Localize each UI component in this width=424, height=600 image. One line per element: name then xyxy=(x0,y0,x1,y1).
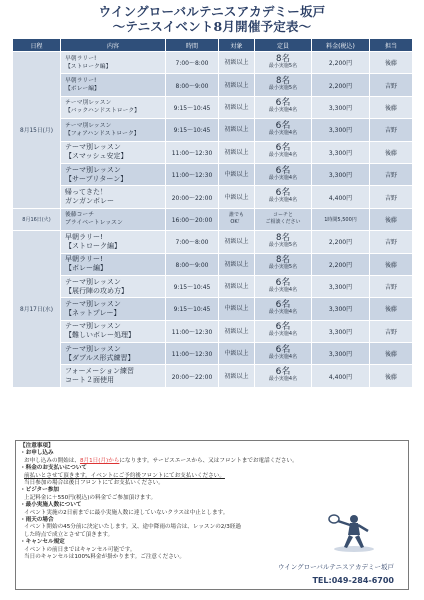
time-cell: 20:00～22:00 xyxy=(166,365,219,387)
page-title xyxy=(12,4,412,34)
time-cell: 11:00～12:30 xyxy=(166,141,219,163)
target-cell: 初級以上 xyxy=(219,320,255,342)
capacity-cell xyxy=(255,275,312,297)
content-cell xyxy=(61,208,166,230)
content-line2: 【ストローク編】 xyxy=(65,63,112,70)
content-line1: 帰ってきた！ xyxy=(65,188,107,197)
coach-cell: 吉野 xyxy=(370,320,413,342)
capacity-cell xyxy=(255,96,312,118)
table-row xyxy=(13,141,413,163)
notes-rain-title: ・雨天の場合 xyxy=(20,517,54,524)
capacity-cell xyxy=(255,186,312,208)
organization-phone: TEL:049-284-6700 xyxy=(312,575,394,585)
notes-cancel-title: ・キャンセル規定 xyxy=(20,539,65,546)
content-line2: 【ボレー編】 xyxy=(65,86,100,93)
capacity-value: 6名 xyxy=(275,299,291,310)
price-cell: 3,300円 xyxy=(312,343,370,365)
content-cell xyxy=(61,74,166,96)
content-line1: テーマ別レッスン xyxy=(65,277,121,286)
coach-cell: 後藤 xyxy=(370,52,413,74)
coach-cell: 後藤 xyxy=(370,253,413,275)
table-row xyxy=(13,96,413,118)
table-row xyxy=(13,320,413,342)
header-date: 日程 xyxy=(13,39,61,52)
table-header-row xyxy=(13,39,413,52)
coach-cell: 吉野 xyxy=(370,74,413,96)
coach-cell: 吉野 xyxy=(370,163,413,185)
time-cell: 7:00～8:00 xyxy=(166,231,219,253)
time-cell: 11:00～12:30 xyxy=(166,320,219,342)
coach-cell: 吉野 xyxy=(370,231,413,253)
capacity-value: 6名 xyxy=(275,367,291,378)
content-cell xyxy=(61,231,166,253)
date-cell: 8月15日(月) xyxy=(13,52,61,209)
content-line2: 【展行陣の攻め方】 xyxy=(65,286,128,295)
content-line1: テーマ別レッスン xyxy=(65,344,121,353)
header-capacity: 定員 xyxy=(255,39,312,52)
capacity-min: 最小実施5名 xyxy=(268,264,298,271)
header-coach: 担当 xyxy=(370,39,413,52)
notes-minimum-title: ・最小実施人数について xyxy=(20,502,82,509)
table-row xyxy=(13,365,413,387)
capacity-min: 最小実施4名 xyxy=(268,152,298,159)
price-cell: 2,200円 xyxy=(312,52,370,74)
target-cell: 中級以上 xyxy=(219,298,255,320)
content-line1: 早朝ラリー! xyxy=(65,78,97,85)
table-row xyxy=(13,74,413,96)
coach-cell: 後藤 xyxy=(370,343,413,365)
price-cell: 4,400円 xyxy=(312,365,370,387)
tennis-player-icon xyxy=(324,511,382,553)
table-row xyxy=(13,253,413,275)
notes-cancel-line1: イベントの前日まではキャンセル可能です。 xyxy=(24,546,136,553)
content-line2: 【サーブリターン】 xyxy=(65,174,128,183)
notes-minimum-body: イベント実施の2日前までに最小実施人数に達していないクラスは中止とします。 xyxy=(24,509,229,516)
content-line2: 【ネットプレー】 xyxy=(65,308,121,317)
table-row xyxy=(13,343,413,365)
coach-cell: 後藤 xyxy=(370,298,413,320)
target-line2: OK！ xyxy=(230,219,243,226)
capacity-value: 6名 xyxy=(275,98,291,109)
capacity-min: 最小実施5名 xyxy=(268,241,298,248)
capacity-min: 最小実施4名 xyxy=(268,353,298,360)
capacity-value: コーチと xyxy=(272,212,293,219)
capacity-min: 最小実施4名 xyxy=(268,376,298,383)
capacity-cell xyxy=(255,141,312,163)
capacity-value: 8名 xyxy=(276,53,290,64)
capacity-min: 最小実施4名 xyxy=(268,107,298,114)
price-cell: 4,400円 xyxy=(312,186,370,208)
capacity-value: 6名 xyxy=(275,322,291,333)
capacity-value: 8名 xyxy=(276,76,290,87)
price-cell: 2,200円 xyxy=(312,231,370,253)
capacity-min: 最小実施4名 xyxy=(268,197,298,204)
time-cell: 9:15～10:45 xyxy=(166,298,219,320)
content-cell xyxy=(61,163,166,185)
content-line2: 【ストローク編】 xyxy=(65,241,121,250)
table-row xyxy=(13,52,413,74)
content-line2: 【難しいボレー処理】 xyxy=(65,331,135,340)
coach-cell: 吉野 xyxy=(370,275,413,297)
content-line1: テーマ別レッスン xyxy=(65,100,112,107)
content-cell xyxy=(61,343,166,365)
price-cell: 3,300円 xyxy=(312,298,370,320)
capacity-cell xyxy=(255,320,312,342)
content-line2: 【ボレー編】 xyxy=(65,264,107,273)
target-cell xyxy=(219,208,255,230)
capacity-value: 6名 xyxy=(275,344,291,355)
capacity-min: 最小実施4名 xyxy=(268,129,298,136)
content-line2: 【スマッシュ安定】 xyxy=(65,152,128,161)
capacity-value: 6名 xyxy=(275,120,291,131)
date-cell: 8月17日(水) xyxy=(13,231,61,388)
coach-cell: 吉野 xyxy=(370,119,413,141)
title-line1: ウイングローバルテニスアカデミー坂戸 xyxy=(98,4,326,19)
content-cell xyxy=(61,186,166,208)
notes-heading: 【注意事項】 xyxy=(20,443,54,449)
capacity-cell xyxy=(255,52,312,74)
capacity-min: 最小実施4名 xyxy=(268,331,298,338)
time-cell: 8:00～9:00 xyxy=(166,74,219,96)
target-line1: 誰でも xyxy=(228,212,244,219)
content-line2: コート２面使用 xyxy=(65,376,114,385)
target-cell: 初級以上 xyxy=(219,52,255,74)
content-line1: テーマ別レッスン xyxy=(65,165,121,174)
capacity-cell xyxy=(255,74,312,96)
notes-box xyxy=(15,440,409,590)
coach-cell: 吉野 xyxy=(370,186,413,208)
schedule-table xyxy=(12,38,413,388)
price-cell: 3,300円 xyxy=(312,275,370,297)
target-cell: 中級以上 xyxy=(219,163,255,185)
notes-cancel-line2: 当日のキャンセルは100%料金が掛かります。ご注意ください。 xyxy=(24,554,185,561)
header-price: 料金(税込) xyxy=(312,39,370,52)
content-line1: 早朝ラリー! xyxy=(65,55,97,62)
coach-cell: 後藤 xyxy=(370,208,413,230)
content-cell xyxy=(61,141,166,163)
capacity-cell xyxy=(255,208,312,230)
capacity-cell xyxy=(255,365,312,387)
time-cell: 16:00～20:00 xyxy=(166,208,219,230)
price-cell: 2,200円 xyxy=(312,253,370,275)
table-row xyxy=(13,119,413,141)
content-cell xyxy=(61,253,166,275)
content-line2: 【フォアハンドストローク】 xyxy=(65,130,140,137)
capacity-min: 最小実施4名 xyxy=(268,286,298,293)
price-cell: 3,300円 xyxy=(312,320,370,342)
target-cell: 初級以上 xyxy=(219,365,255,387)
notes-apply-date: 8月1日(月)から xyxy=(79,457,120,464)
notes-visitor-body: 上記料金に＋550円(税込)の料金でご参加頂けます。 xyxy=(24,494,157,501)
notes-payment-title: ・料金のお支払いについて xyxy=(20,465,88,472)
price-cell: 2,200円 xyxy=(312,74,370,96)
organization-name: ウイングローバルテニスアカデミー坂戸 xyxy=(277,562,394,571)
price-cell: 3,300円 xyxy=(312,119,370,141)
coach-cell: 後藤 xyxy=(370,365,413,387)
capacity-min: 最小実施4名 xyxy=(268,174,298,181)
content-cell xyxy=(61,275,166,297)
capacity-value: 8名 xyxy=(276,232,290,243)
capacity-value: 6名 xyxy=(275,143,291,154)
time-cell: 11:00～12:30 xyxy=(166,343,219,365)
price-cell: 3,300円 xyxy=(312,163,370,185)
content-line2: プライベートレッスン xyxy=(65,220,123,227)
time-cell: 8:00～9:00 xyxy=(166,253,219,275)
capacity-cell xyxy=(255,343,312,365)
table-row xyxy=(13,163,413,185)
target-cell: 初級以上 xyxy=(219,275,255,297)
capacity-cell xyxy=(255,253,312,275)
content-line2: 【バックハンドストローク】 xyxy=(65,108,140,115)
date-cell: 8月16日(火) xyxy=(13,208,61,230)
time-cell: 9:15～10:45 xyxy=(166,96,219,118)
content-line1: フォーメーション練習 xyxy=(65,367,135,376)
content-cell xyxy=(61,320,166,342)
target-cell: 初級以上 xyxy=(219,253,255,275)
content-cell xyxy=(61,52,166,74)
price-cell: 3,300円 xyxy=(312,141,370,163)
table-row xyxy=(13,186,413,208)
capacity-cell xyxy=(255,298,312,320)
target-cell: 中級以上 xyxy=(219,343,255,365)
target-cell: 初級以上 xyxy=(219,119,255,141)
table-row xyxy=(13,231,413,253)
content-line1: テーマ別レッスン xyxy=(65,322,121,331)
content-line1: テーマ別レッスン xyxy=(65,143,121,152)
coach-cell: 後藤 xyxy=(370,96,413,118)
notes-apply-title: ・お申し込み xyxy=(20,450,54,457)
capacity-cell xyxy=(255,163,312,185)
target-cell: 初級以上 xyxy=(219,74,255,96)
target-cell: 中級以上 xyxy=(219,186,255,208)
notes-visitor-title: ・ビジター参加 xyxy=(20,487,59,494)
content-cell xyxy=(61,96,166,118)
table-row xyxy=(13,275,413,297)
capacity-value: 6名 xyxy=(275,165,291,176)
time-cell: 20:00～22:00 xyxy=(166,186,219,208)
content-line1: 後藤コーチ xyxy=(65,212,94,219)
capacity-value: 6名 xyxy=(275,277,291,288)
time-cell: 7:00～8:00 xyxy=(166,52,219,74)
time-cell: 9:15～10:45 xyxy=(166,119,219,141)
notes-rain-line2: した時点で成立とさせて頂きます。 xyxy=(24,531,114,538)
header-time: 時間 xyxy=(166,39,219,52)
capacity-min: 最小実施5名 xyxy=(268,62,298,69)
content-line1: テーマ別レッスン xyxy=(65,299,121,308)
capacity-min: 最小実施4名 xyxy=(268,308,298,315)
notes-rain-line1: イベント開始の45分前に決定いたします。又、途中降雨の場合は、レッスンの2/3経過 xyxy=(24,524,241,531)
capacity-min: 最小実施5名 xyxy=(268,85,298,92)
capacity-cell xyxy=(255,119,312,141)
header-content: 内容 xyxy=(61,39,166,52)
time-cell: 9:15～10:45 xyxy=(166,275,219,297)
coach-cell: 後藤 xyxy=(370,141,413,163)
target-cell: 初級以上 xyxy=(219,141,255,163)
notes-payment-line2: 当日参加の場合は後日フロントにてお支払いください。 xyxy=(24,480,164,487)
content-line2: ガンガンボレー xyxy=(65,197,114,206)
content-cell xyxy=(61,298,166,320)
capacity-cell xyxy=(255,231,312,253)
target-cell: 初級以上 xyxy=(219,231,255,253)
capacity-value: 6名 xyxy=(275,188,291,199)
content-line2: 【ダブルス形式練習】 xyxy=(65,353,135,362)
capacity-min: ご相談ください xyxy=(265,219,301,226)
header-target: 対象 xyxy=(219,39,255,52)
content-line1: 早朝ラリー! xyxy=(65,232,103,241)
content-line1: 早朝ラリー! xyxy=(65,255,103,264)
content-line1: テーマ別レッスン xyxy=(65,122,112,129)
price-cell: 1時間5,500円 xyxy=(312,208,370,230)
table-row xyxy=(13,298,413,320)
title-line2: ～テニスイベント8月開催予定表～ xyxy=(112,19,312,34)
table-row xyxy=(13,208,413,230)
price-cell: 3,300円 xyxy=(312,96,370,118)
target-cell: 初級以上 xyxy=(219,96,255,118)
notes-apply-text: お申し込みの開始は、 xyxy=(24,457,80,464)
content-cell xyxy=(61,119,166,141)
capacity-value: 8名 xyxy=(276,255,290,266)
content-cell xyxy=(61,365,166,387)
notes-payment-line1: 前払いとさせて頂きます。イベントにご予約後フロントにてお支払いください。 xyxy=(24,472,225,479)
notes-apply-text2: になります。サービスエースから、又はフロントまでお電話ください。 xyxy=(119,457,298,464)
time-cell: 11:00～12:30 xyxy=(166,163,219,185)
